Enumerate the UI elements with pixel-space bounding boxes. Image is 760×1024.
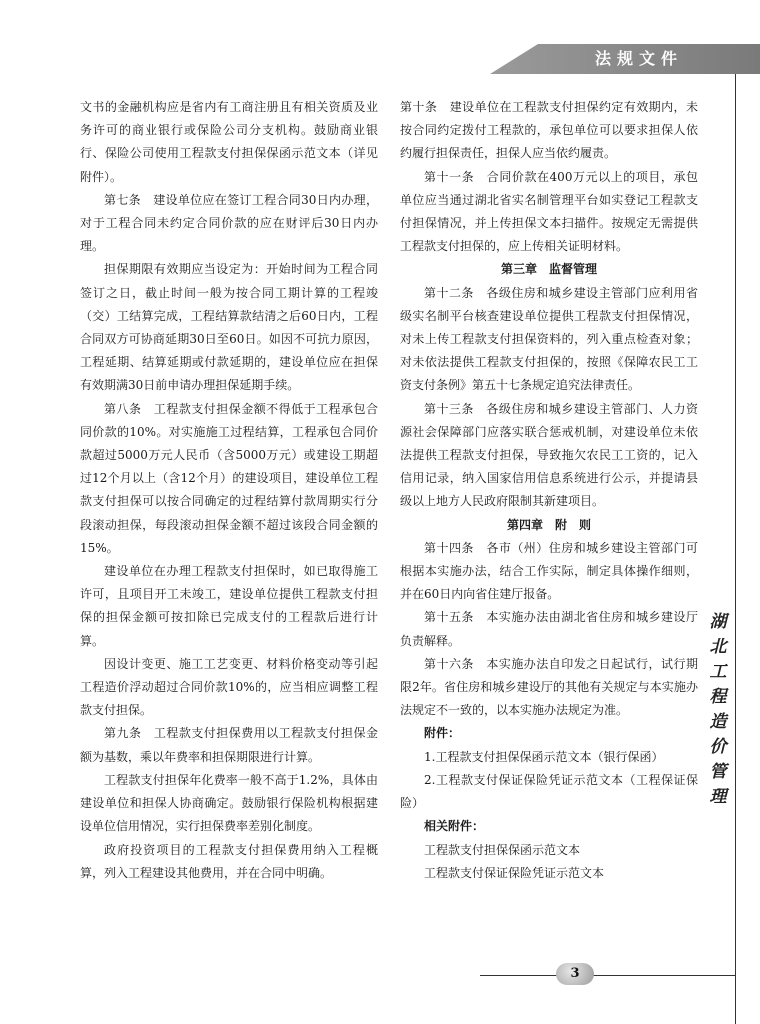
paragraph: 政府投资项目的工程款支付担保费用纳入工程概算，列入工程建设其他费用，并在合同中明确。 [80, 842, 378, 880]
paragraph: 2.工程款支付保证保险凭证示范文本（工程保证保险） [400, 772, 698, 811]
paragraph: 工程款支付保证保险凭证示范文本 [424, 865, 605, 880]
chapter-heading: 第三章 监督管理 [500, 262, 597, 277]
right-column [400, 96, 698, 885]
paragraph: 工程款支付担保年化费率一般不高于1.2%，具体由建设单位和担保人协商确定。鼓励银行保险机构根据建设单位信用情况，实行担保费率差别化制度。 [80, 772, 378, 834]
paragraph: 第十条 建设单位在工程款支付担保约定有效期内，未按合同约定拨付工程款的，承包单位可以要求担保人依约履行担保责任，担保人应当依约履责。 [400, 100, 698, 161]
chapter-heading: 第四章 附 则 [506, 517, 591, 532]
paragraph: 第十六条 本实施办法自印发之日起试行，试行期限2年。省住房和城乡建设厅的其他有关规定与本实施办法规定不一致的，以本实施办法规定为准。 [400, 656, 698, 718]
paragraph: 第十五条 本实施办法由湖北省住房和城乡建设厅负责解释。 [400, 610, 698, 648]
paragraph: 第十三条 各级住房和城乡建设主管部门、人力资源社会保障部门应落实联合惩戒机制，对建设单位未依法提供工程款支付担保，导致拖欠农民工工资的，记入信用记录，纳入国家信用信息系统进行公示，并提请县级以上地方人民政府限制其新建项目。 [400, 401, 698, 509]
paragraph: 第十二条 各级住房和城乡建设主管部门应利用省级实名制平台核查建设单位提供工程款支付担保情况，对未上传工程款支付担保资料的，列入重点检查对象；对未依法提供工程款支付担保的，按照《保障农民工工资支付条例》第五十七条规定追究法律责任。 [400, 285, 698, 393]
page-number: 3 [556, 963, 594, 985]
paragraph: 1.工程款支付担保保函示范文本（银行保函） [424, 749, 664, 764]
journal-side-title: 湖 北 工 程 造 价 管 理 [709, 612, 727, 807]
footer-rule [480, 975, 736, 976]
paragraph: 第七条 建设单位应在签订工程合同30日内办理，对于工程合同未约定合同价款的应在财评后30日内办理。 [80, 192, 378, 254]
paragraph: 附件： [424, 726, 461, 741]
right-divider [735, 74, 736, 1024]
paragraph: 建设单位在办理工程款支付担保时，如已取得施工许可，且项目开工未竣工，建设单位提供工程款支付担保的担保金额可按扣除已完成支付的工程款后进行计算。 [80, 564, 378, 648]
paragraph: 担保期限有效期应当设定为：开始时间为工程合同签订之日，截止时间一般为按合同工期计算的工程竣（交）工结算完成，工程结算款结清之后60日内，工程合同双方可协商延期30日至60日。如因不可抗力原因，工程延期、结算延期或付款延期的，建设单位应在担保有效期满30日前申请办理担保延期手续。 [80, 262, 378, 393]
paragraph: 第九条 工程款支付担保费用以工程款支付担保金额为基数，乘以年费率和担保期限进行计算。 [80, 726, 378, 764]
paragraph: 因设计变更、施工工艺变更、材料价格变动等引起工程造价浮动超过合同价款10%的，应当相应调整工程款支付担保。 [80, 656, 378, 718]
section-title: 法规文件 [595, 49, 684, 68]
paragraph: 工程款支付担保保函示范文本 [424, 842, 581, 857]
paragraph: 文书的金融机构应是省内有工商注册且有相关资质及业务许可的商业银行或保险公司分支机构。鼓励商业银行、保险公司使用工程款支付担保保函示范文本（详见附件）。 [80, 100, 378, 184]
paragraph: 相关附件： [424, 819, 485, 834]
paragraph: 第十四条 各市（州）住房和城乡建设主管部门可根据本实施办法，结合工作实际，制定具体操作细则，并在60日内向省住建厅报备。 [400, 540, 698, 602]
paragraph: 第八条 工程款支付担保金额不得低于工程承包合同价款的10%。对实施施工过程结算，工程承包合同价款超过5000万元人民币（含5000万元）或建设工期超过12个月以上（含12个月）的建设项目，建设单位工程款支付担保可以按合同确定的过程结算付款周期实行分段滚动担保，每段滚动担保金额不超过该段合同金额的15%。 [80, 401, 378, 555]
paragraph: 第十一条 合同价款在400万元以上的项目，承包单位应当通过湖北省实名制管理平台如实登记工程款支付担保情况，并上传担保文本扫描件。按规定无需提供工程款支付担保的，应上传相关证明材料。 [400, 169, 698, 254]
left-column [80, 96, 378, 885]
